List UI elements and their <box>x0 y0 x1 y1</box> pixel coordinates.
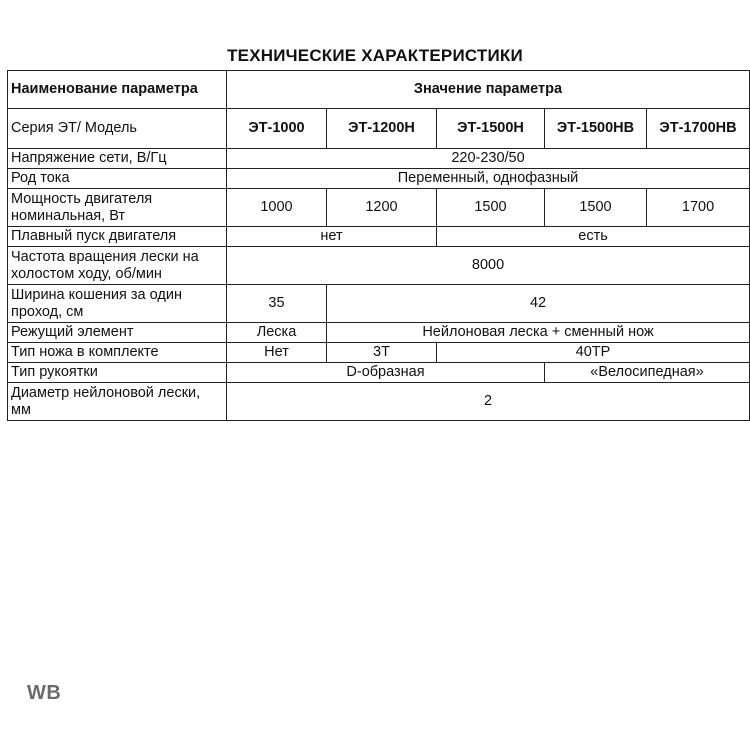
wb-watermark: WB <box>27 682 62 704</box>
header-value-cell: Значение параметра <box>227 71 750 109</box>
row-label: Частота вращения лески на холостом ходу, об/мин <box>8 247 227 285</box>
value-cell: есть <box>437 227 750 247</box>
value-cell: Нейлоновая леска + сменный нож <box>327 323 750 343</box>
model-cell: ЭТ-1200Н <box>327 109 437 149</box>
model-cell: ЭТ-1700НВ <box>647 109 750 149</box>
value-cell: 35 <box>227 285 327 323</box>
value-cell: 220-230/50 <box>227 149 750 169</box>
row-label: Режущий элемент <box>8 323 227 343</box>
row-label: Диаметр нейлоновой лески, мм <box>8 383 227 421</box>
value-cell: 8000 <box>227 247 750 285</box>
table-header-row <box>8 71 750 109</box>
value-cell: 1500 <box>437 189 545 227</box>
table-row-speed <box>8 247 750 285</box>
row-label: Серия ЭТ/ Модель <box>8 109 227 149</box>
value-cell: 1700 <box>647 189 750 227</box>
header-param-cell: Наименование параметра <box>8 71 227 109</box>
table-row-softstart <box>8 227 750 247</box>
table-row-width <box>8 285 750 323</box>
page-title: ТЕХНИЧЕСКИЕ ХАРАКТЕРИСТИКИ <box>227 46 523 65</box>
table-row-series <box>8 109 750 149</box>
table-row-diameter <box>8 383 750 421</box>
table-row-knife <box>8 343 750 363</box>
row-label: Род тока <box>8 169 227 189</box>
value-cell: «Велосипедная» <box>545 363 750 383</box>
table-row-current <box>8 169 750 189</box>
table-row-cutting <box>8 323 750 343</box>
value-cell: 1200 <box>327 189 437 227</box>
model-cell: ЭТ-1500Н <box>437 109 545 149</box>
table-row-voltage <box>8 149 750 169</box>
table-row-power <box>8 189 750 227</box>
spec-table <box>7 70 750 421</box>
table-row-handle <box>8 363 750 383</box>
value-cell: Переменный, однофазный <box>227 169 750 189</box>
value-cell: 3Т <box>327 343 437 363</box>
value-cell: 2 <box>227 383 750 421</box>
row-label: Мощность двигателя номинальная, Вт <box>8 189 227 227</box>
row-label: Тип рукоятки <box>8 363 227 383</box>
row-label: Тип ножа в комплекте <box>8 343 227 363</box>
row-label: Плавный пуск двигателя <box>8 227 227 247</box>
row-label: Напряжение сети, В/Гц <box>8 149 227 169</box>
value-cell: 40ТР <box>437 343 750 363</box>
model-cell: ЭТ-1500НВ <box>545 109 647 149</box>
value-cell: 1000 <box>227 189 327 227</box>
model-cell: ЭТ-1000 <box>227 109 327 149</box>
value-cell: D-образная <box>227 363 545 383</box>
value-cell: 42 <box>327 285 750 323</box>
row-label: Ширина кошения за один проход, см <box>8 285 227 323</box>
value-cell: нет <box>227 227 437 247</box>
value-cell: Нет <box>227 343 327 363</box>
value-cell: Леска <box>227 323 327 343</box>
value-cell: 1500 <box>545 189 647 227</box>
